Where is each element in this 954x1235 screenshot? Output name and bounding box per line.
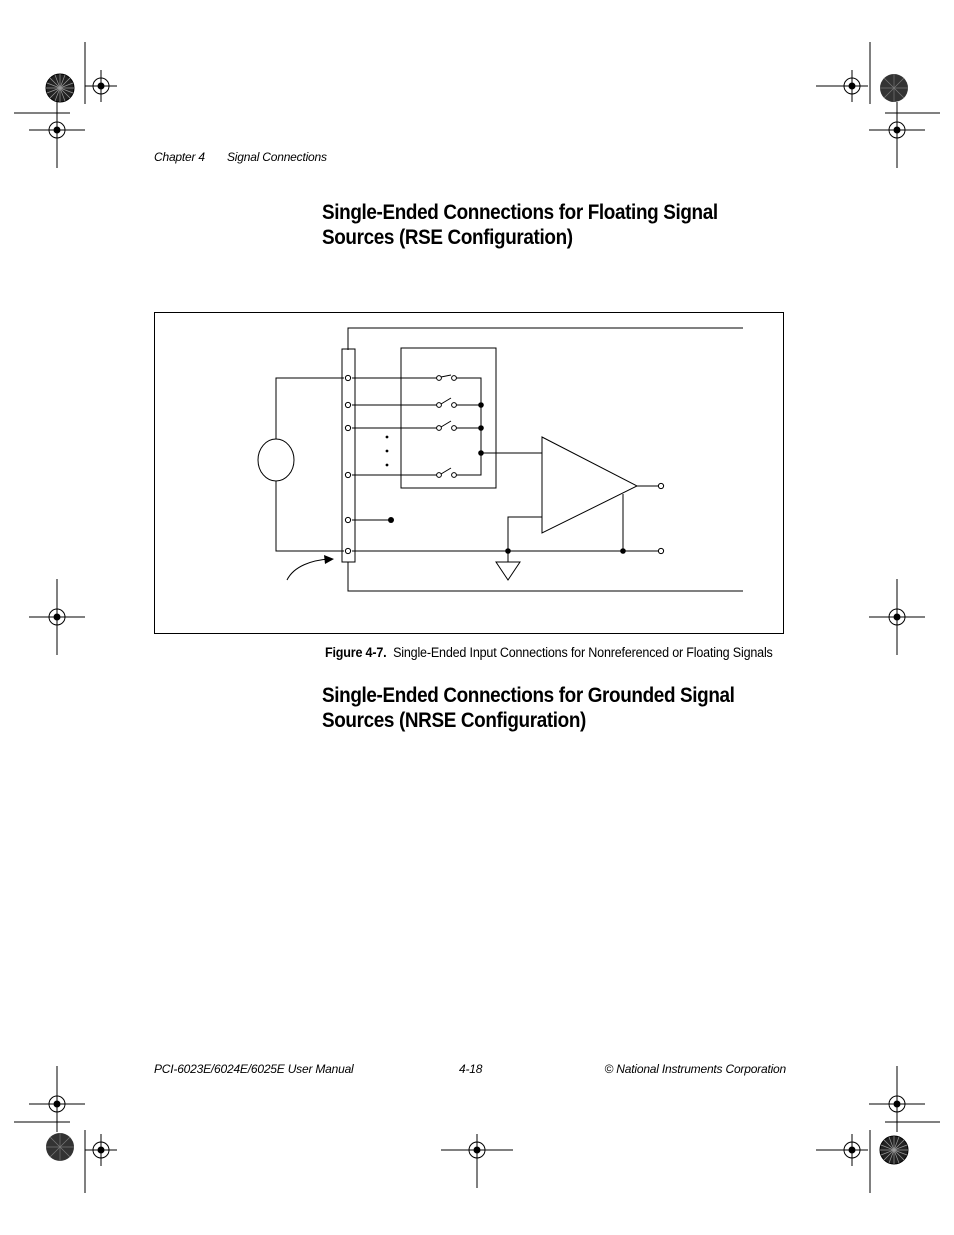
starburst-mark [46,74,74,102]
heading-nrse-line1: Single-Ended Connections for Grounded Signal [322,684,735,707]
mux-box [401,348,496,488]
circuit-diagram [154,312,784,634]
figure-caption [325,645,773,660]
crosshair-mark [29,579,85,655]
header-chapter: Chapter 4 [154,150,205,164]
crosshair-mark [869,579,925,655]
bottom-rail [348,562,743,591]
figure-label: Figure 4-7. [325,645,387,660]
crosshair-mark [869,102,925,168]
figure-caption-text: Single-Ended Input Connections for Nonreferenced or Floating Signals [393,645,773,660]
starburst-mark [46,1133,74,1161]
heading-nrse [322,683,735,733]
crosshair-mark [441,1134,513,1188]
callout-arrow [287,559,330,580]
header-section: Signal Connections [227,150,327,164]
ground-symbol [496,562,520,580]
crosshair-mark [85,1134,117,1166]
heading-rse-line1: Single-Ended Connections for Floating Signal [322,201,718,224]
crosshair-mark [816,70,868,102]
crosshair-mark [816,1134,868,1166]
starburst-mark [880,74,908,102]
signal-source [258,439,294,481]
footer-copyright: © National Instruments Corporation [604,1062,786,1076]
starburst-mark [880,1136,908,1164]
heading-rse [322,200,718,250]
footer-manual-title: PCI-6023E/6024E/6025E User Manual [154,1062,354,1076]
crosshair-mark [29,102,85,168]
footer-page-number: 4-18 [459,1062,483,1076]
top-rail [348,328,743,350]
heading-nrse-line2: Sources (NRSE Configuration) [322,709,586,732]
crosshair-mark [85,70,117,102]
heading-rse-line2: Sources (RSE Configuration) [322,226,573,249]
